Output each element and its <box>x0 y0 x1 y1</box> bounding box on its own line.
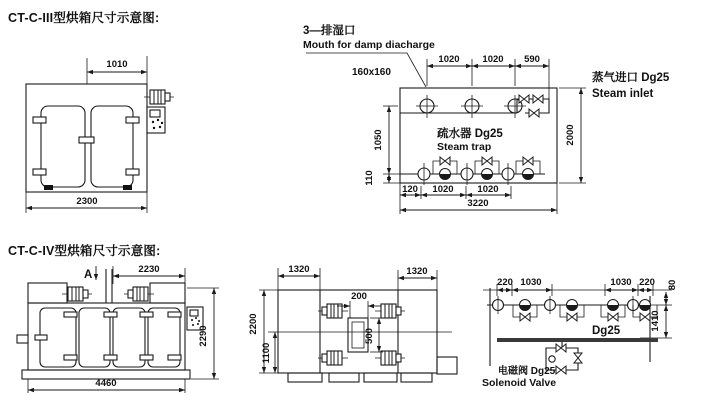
ct3-door-foot <box>44 185 53 190</box>
ct3-front-door-width-label: 1010 <box>106 59 128 70</box>
ct4-feet <box>288 373 432 382</box>
piping-right-small-dim: 80 <box>667 279 678 291</box>
plan-overall-width-label: 3220 <box>467 198 489 209</box>
plan-bottom-dim-2: 1020 <box>432 184 454 195</box>
condensate-connections <box>418 157 540 185</box>
damp-discharge-note-cn: 3—排湿口 <box>303 25 356 37</box>
duct-height-label: 500 <box>364 328 375 344</box>
piping-top-dim-3: 1030 <box>610 277 632 288</box>
ct3-left-door <box>41 106 85 187</box>
side-height-label: 2200 <box>248 313 259 335</box>
plan-left-dim-upper: 1050 <box>373 129 384 151</box>
steam-trap-icon <box>608 300 619 311</box>
damp-discharge-mouths <box>416 95 526 118</box>
valve-icon <box>440 157 450 165</box>
steam-trap-label-en: Steam trap <box>437 141 492 153</box>
side-half-height-label: 1100 <box>261 342 272 364</box>
ct3-plan-view <box>303 23 670 214</box>
steam-inlet-label-en: Steam inlet <box>592 88 654 100</box>
ct4-piping-schematic <box>482 277 678 389</box>
valve-icon <box>608 313 618 321</box>
piping-top-dim-1: 220 <box>497 277 513 288</box>
plan-left-dim-lower: 110 <box>364 170 375 186</box>
plan-top-dim-1: 1020 <box>438 54 460 65</box>
piping-top-dim-4: 220 <box>639 277 655 288</box>
plan-right-dim: 2000 <box>565 124 576 146</box>
ct3-front-overall-width-label: 2300 <box>76 196 98 207</box>
vent-size-label: 160x160 <box>352 67 391 78</box>
ct4-left-plenum <box>28 283 67 303</box>
valve-icon <box>533 95 543 103</box>
valve-icon <box>556 344 566 352</box>
ct4-front-overall-width-label: 4460 <box>95 378 117 389</box>
steam-inlet-valve-group <box>517 88 549 117</box>
plan-top-dim-3: 590 <box>524 54 540 65</box>
piping-right-dim: 1410 <box>650 310 661 332</box>
ct4-front-height-label: 2290 <box>198 325 209 347</box>
valve-icon <box>523 157 533 165</box>
valve-icon <box>519 95 529 103</box>
ct4-section-title: CT-C-IV型烘箱尺寸示意图: <box>8 244 161 258</box>
valve-icon <box>556 366 566 374</box>
valve-icon <box>482 157 492 165</box>
plan-top-dim-2: 1020 <box>482 54 504 65</box>
steam-inlet-label-cn: 蒸气进口 Dg25 <box>592 72 670 84</box>
steam-trap-icon <box>482 169 493 180</box>
steam-trap-icon <box>523 169 534 180</box>
side-top-right-dim: 1320 <box>406 266 428 277</box>
ct3-door-foot <box>123 185 132 190</box>
piping-connections <box>493 296 658 321</box>
steam-trap-icon <box>567 300 578 311</box>
side-tab <box>17 335 28 343</box>
damp-discharge-note-en: Mouth for damp diacharge <box>303 39 435 51</box>
side-attachment-box <box>437 357 457 374</box>
side-top-left-dim: 1320 <box>288 264 310 275</box>
valve-icon <box>520 313 530 321</box>
ct4-side-view <box>248 264 457 382</box>
ct3-front-view <box>26 56 174 213</box>
valve-icon <box>574 353 582 363</box>
solenoid-valve-label-cn: 电磁阀 Dg25 <box>498 366 556 377</box>
steam-trap-icon <box>640 300 651 311</box>
pipe-size-label: Dg25 <box>592 325 621 337</box>
valve-icon <box>529 109 539 117</box>
piping-top-dim-2: 1030 <box>520 277 542 288</box>
gauge-icon <box>549 356 555 362</box>
ct3-section-title: CT-C-III型烘箱尺寸示意图: <box>8 11 160 25</box>
ct4-front-top-dim: 2230 <box>138 264 160 275</box>
duct-width-label: 200 <box>351 291 367 302</box>
solenoid-valve-label-en: Solenoid Valve <box>482 377 557 389</box>
valve-icon <box>567 313 577 321</box>
steam-trap-icon <box>440 169 451 180</box>
valve-icon <box>640 313 650 321</box>
ct3-control-panel <box>147 107 165 133</box>
steam-trap-icon <box>520 300 531 311</box>
ct4-side-outline <box>278 290 437 373</box>
ct4-right-plenum <box>150 283 185 303</box>
plan-bottom-dim-1: 120 <box>402 184 418 195</box>
ct4-front-view <box>17 264 219 393</box>
fan-motor-icon <box>318 351 348 365</box>
steam-trap-label-cn: 疏水器 Dg25 <box>437 128 503 140</box>
fan-motor-icon <box>144 90 174 104</box>
section-a-label: A <box>84 269 93 281</box>
center-duct-inner <box>352 322 364 348</box>
plan-bottom-dim-3: 1020 <box>477 184 499 195</box>
fan-motor-icon <box>375 351 405 365</box>
